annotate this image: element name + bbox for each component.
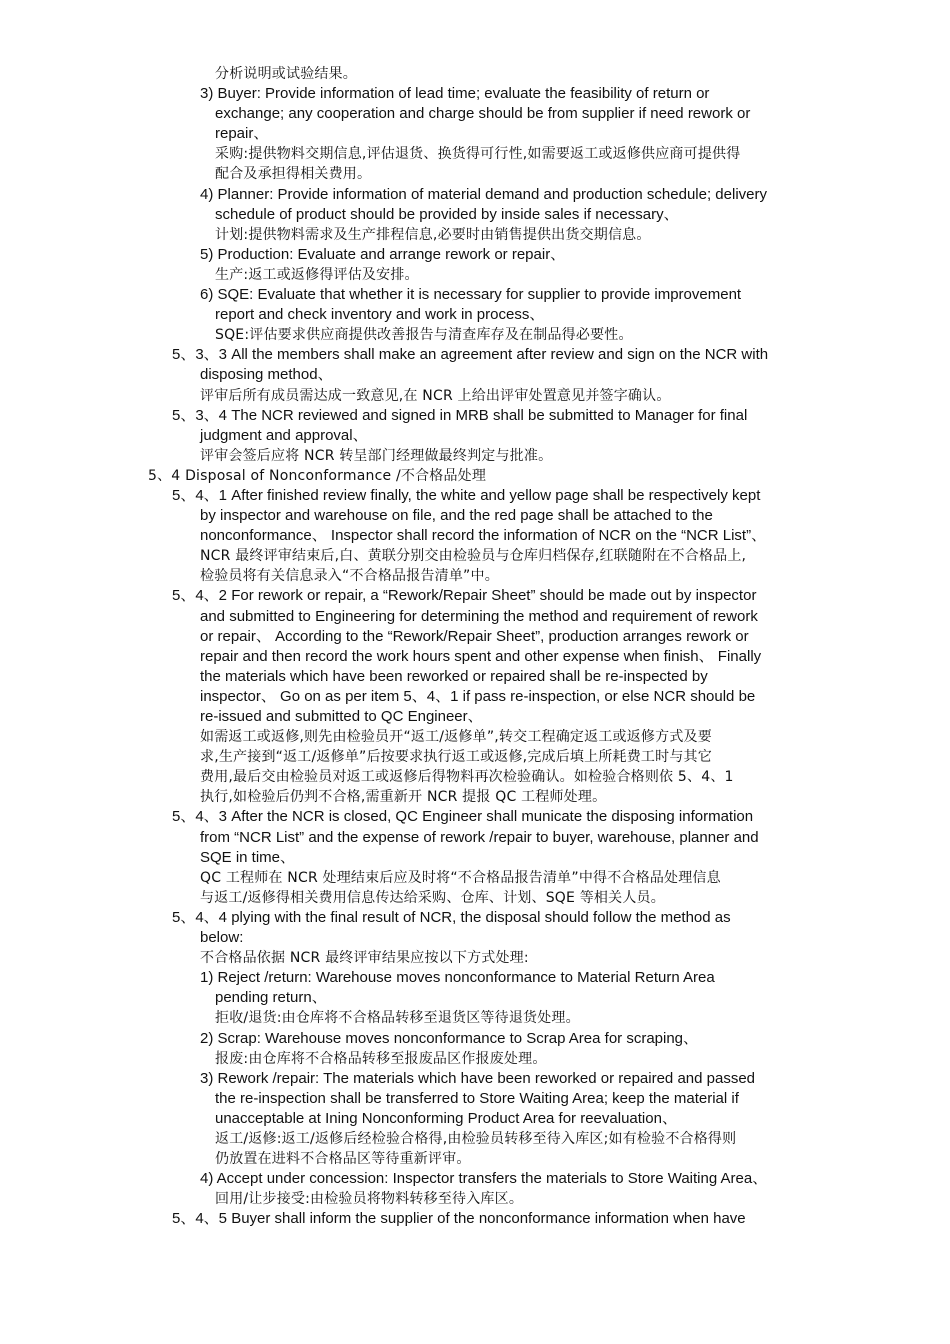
- text-line: 配合及承担得相关费用。: [215, 166, 372, 183]
- text-line: 回用/让步接受:由检验员将物料转移至待入库区。: [215, 1191, 524, 1208]
- text-line: repair、: [215, 125, 269, 143]
- text-line: nonconformance、 Inspector shall record the information of NCR on the “NCR List”、: [200, 527, 767, 545]
- text-line: 采购:提供物料交期信息,评估退货、换货得可行性,如需要返工或返修供应商可提供得: [215, 146, 741, 163]
- text-line: inspector、 Go on as per item 5、4、1 if pass re-inspection, or else NCR should be: [200, 687, 756, 705]
- text-line: 评审会签后应将 NCR 转呈部门经理做最终判定与批准。: [200, 447, 553, 464]
- text-line: schedule of product should be provided by inside sales if necessary、: [215, 205, 679, 223]
- text-line: 5、3、3 All the members shall make an agreement after review and sign on the NCR with: [172, 346, 769, 364]
- text-line: 5、4、1 After finished review finally, the white and yellow page shall be respectively kept: [172, 486, 761, 504]
- text-line: 检验员将有关信息录入“不合格品报告清单”中。: [200, 568, 499, 585]
- document-body: [0, 64, 950, 1229]
- text-line: re-issued and submitted to QC Engineer、: [200, 708, 483, 725]
- text-line: 分析说明或试验结果。: [215, 66, 357, 82]
- text-line: 费用,最后交由检验员对返工或返修后得物料再次检验确认。如检验合格则依 5、4、1: [200, 769, 734, 786]
- text-line: 1) Reject /return: Warehouse moves nonconformance to Material Return Area: [200, 969, 715, 987]
- text-line: 求,生产接到“返工/返修单”后按要求执行返工或返修,完成后填上所耗费工时与其它: [200, 749, 712, 766]
- text-line: 与返工/返修得相关费用信息传达给采购、仓库、计划、SQE 等相关人员。: [200, 889, 665, 906]
- text-line: repair and then record the work hours spent and other expense when finish、 Finally: [200, 647, 762, 665]
- text-line: exchange; any cooperation and charge should be from supplier if need rework or: [215, 105, 751, 123]
- text-line: below:: [200, 929, 244, 947]
- text-line: NCR 最终评审结束后,白、黄联分别交由检验员与仓库归档保存,红联随附在不合格品上,: [200, 548, 747, 565]
- text-line: 计划:提供物料需求及生产排程信息,必要时由销售提供出货交期信息。: [215, 226, 651, 243]
- text-line: SQE:评估要求供应商提供改善报告与清查库存及在制品得必要性。: [215, 327, 633, 344]
- text-line: the re-inspection shall be transferred to Store Waiting Area; keep the material if: [215, 1089, 739, 1107]
- text-line: 不合格品依据 NCR 最终评审结果应按以下方式处理:: [200, 950, 529, 967]
- text-line: 5、4、4 plying with the final result of NCR, the disposal should follow the method as: [172, 908, 731, 926]
- text-line: 拒收/退货:由仓库将不合格品转移至退货区等待退货处理。: [215, 1010, 580, 1027]
- text-line: 执行,如检验后仍判不合格,需重新开 NCR 提报 QC 工程师处理。: [200, 789, 607, 806]
- text-line: from “NCR List” and the expense of rework /repair to buyer, warehouse, planner and: [200, 828, 759, 846]
- text-line: disposing method、: [200, 366, 333, 384]
- text-line: and submitted to Engineering for determining the method and requirement of rework: [200, 607, 758, 625]
- text-line: 4) Planner: Provide information of material demand and production schedule; delivery: [200, 185, 767, 203]
- text-line: 仍放置在进料不合格品区等待重新评审。: [215, 1151, 471, 1168]
- text-line: 如需返工或返修,则先由检验员开“返工/返修单”,转交工程确定返工或返修方式及要: [200, 729, 712, 746]
- text-line: 5、4、2 For rework or repair, a “Rework/Repair Sheet” should be made out by inspector: [172, 587, 757, 605]
- text-line: 5、4 Disposal of Nonconformance /不合格品处理: [148, 467, 487, 484]
- text-line: 5、3、4 The NCR reviewed and signed in MRB shall be submitted to Manager for final: [172, 406, 748, 424]
- text-line: 报废:由仓库将不合格品转移至报废品区作报废处理。: [215, 1050, 547, 1067]
- text-line: 评审后所有成员需达成一致意见,在 NCR 上给出评审处置意见并签字确认。: [200, 387, 671, 404]
- text-line: the materials which have been reworked or repaired shall be re-inspected by: [200, 667, 708, 685]
- text-line: SQE in time、: [200, 848, 296, 866]
- text-line: report and check inventory and work in process、: [215, 306, 545, 324]
- text-line: 6) SQE: Evaluate that whether it is necessary for supplier to provide improvement: [200, 286, 742, 304]
- text-line: QC 工程师在 NCR 处理结束后应及时将“不合格品报告清单”中得不合格品处理信息: [200, 869, 721, 886]
- text-line: 2) Scrap: Warehouse moves nonconformance to Scrap Area for scraping、: [200, 1029, 699, 1047]
- text-line: 5、4、3 After the NCR is closed, QC Engineer shall municate the disposing information: [172, 808, 754, 826]
- text-line: 3) Rework /repair: The materials which have been reworked or repaired and passed: [200, 1069, 756, 1087]
- text-line: pending return、: [215, 989, 327, 1007]
- text-line: 5、4、5 Buyer shall inform the supplier of the nonconformance information when have: [172, 1210, 746, 1228]
- text-line: 生产:返工或返修得评估及安排。: [215, 266, 419, 283]
- text-line: unacceptable at Ining Nonconforming Product Area for reevaluation、: [215, 1109, 677, 1127]
- text-line: 返工/返修:返工/返修后经检验合格得,由检验员转移至待入库区;如有检验不合格得则: [215, 1130, 737, 1147]
- text-line: 3) Buyer: Provide information of lead time; evaluate the feasibility of return or: [200, 85, 710, 103]
- text-line: 5) Production: Evaluate and arrange rework or repair、: [200, 245, 566, 263]
- text-line: or repair、 According to the “Rework/Repair Sheet”, production arranges rework or: [200, 627, 749, 645]
- text-line: 4) Accept under concession: Inspector transfers the materials to Store Waiting Area、: [200, 1170, 768, 1188]
- text-line: judgment and approval、: [200, 426, 368, 444]
- text-line: by inspector and warehouse on file, and the red page shall be attached to the: [200, 507, 713, 525]
